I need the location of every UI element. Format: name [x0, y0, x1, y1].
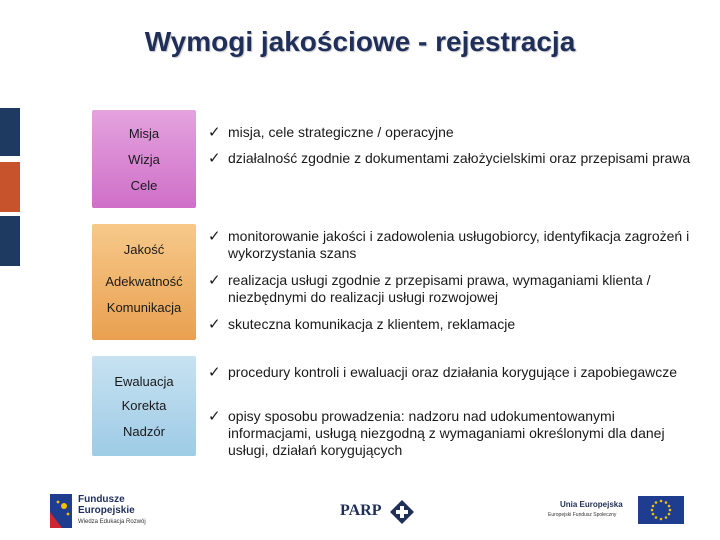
check-icon: ✓ [208, 124, 221, 141]
label-nadzor: Nadzór [123, 424, 165, 439]
fundusze-europejskie-logo [50, 492, 160, 532]
side-accent-orange [0, 162, 20, 212]
ue-line2: Europejski Fundusz Społeczny [548, 512, 617, 518]
label-misja: Misja [128, 126, 160, 141]
bullet-text: misja, cele strategiczne / operacyjne [228, 124, 454, 140]
eu-flag-icon [638, 496, 684, 524]
bullet-text: procedury kontroli i ewaluacji oraz działania korygujące i zapobiegawcze [228, 364, 678, 380]
parp-logo [340, 498, 420, 526]
parp-text: PARP [340, 502, 382, 519]
bullet-text: monitorowanie jakości i zadowolenia usługobiorcy, identyfikacja zagrożeń i wykorzystania szans [228, 228, 690, 261]
bullet-item [208, 364, 698, 381]
check-icon: ✓ [208, 316, 221, 333]
bullet-item [208, 124, 698, 141]
bullet-text: skuteczna komunikacja z klientem, reklamacje [228, 316, 516, 332]
check-icon: ✓ [208, 272, 221, 289]
parp-mark-icon [388, 498, 416, 526]
label-wizja: Wizja [128, 152, 160, 167]
fe-line3: Wiedza Edukacja Rozwój [78, 519, 146, 525]
label-ewaluacja: Ewaluacja [114, 374, 174, 389]
fe-flag-icon [50, 494, 72, 528]
check-icon: ✓ [208, 408, 221, 425]
slide-title: Wymogi jakościowe - rejestracja [144, 26, 576, 57]
bullet-text: opisy sposobu prowadzenia: nadzoru nad udokumentowanymi informacjami, usługą niezgodną z wymaganiami określonymi dla danej usługi, działań korygujących [228, 408, 665, 458]
fe-line1: Fundusze [78, 494, 125, 505]
label-jakosc: Jakość [123, 242, 165, 257]
bullet-item [208, 228, 698, 262]
check-icon: ✓ [208, 150, 221, 167]
bullet-item [208, 316, 698, 333]
ue-line1: Unia Europejska [560, 500, 623, 509]
bullet-item [208, 272, 698, 306]
side-accent-navy-top [0, 108, 20, 156]
unia-europejska-logo [548, 494, 688, 526]
side-accent-navy-bottom [0, 216, 20, 266]
bullet-item [208, 408, 698, 459]
label-adekwatnosc: Adekwatność [105, 274, 183, 289]
bullet-text: działalność zgodnie z dokumentami założycielskimi oraz przepisami prawa [228, 150, 691, 166]
check-icon: ✓ [208, 228, 221, 245]
label-korekta: Korekta [121, 398, 167, 413]
check-icon: ✓ [208, 364, 221, 381]
bullet-text: realizacja usługi zgodnie z przepisami prawa, wymaganiami klienta / niezbędnymi do realizacji usługi rozwojowej [228, 272, 651, 305]
fe-line2: Europejskie [78, 505, 135, 516]
label-cele: Cele [130, 178, 158, 193]
label-komunikacja: Komunikacja [106, 300, 182, 315]
bullet-item [208, 150, 698, 167]
